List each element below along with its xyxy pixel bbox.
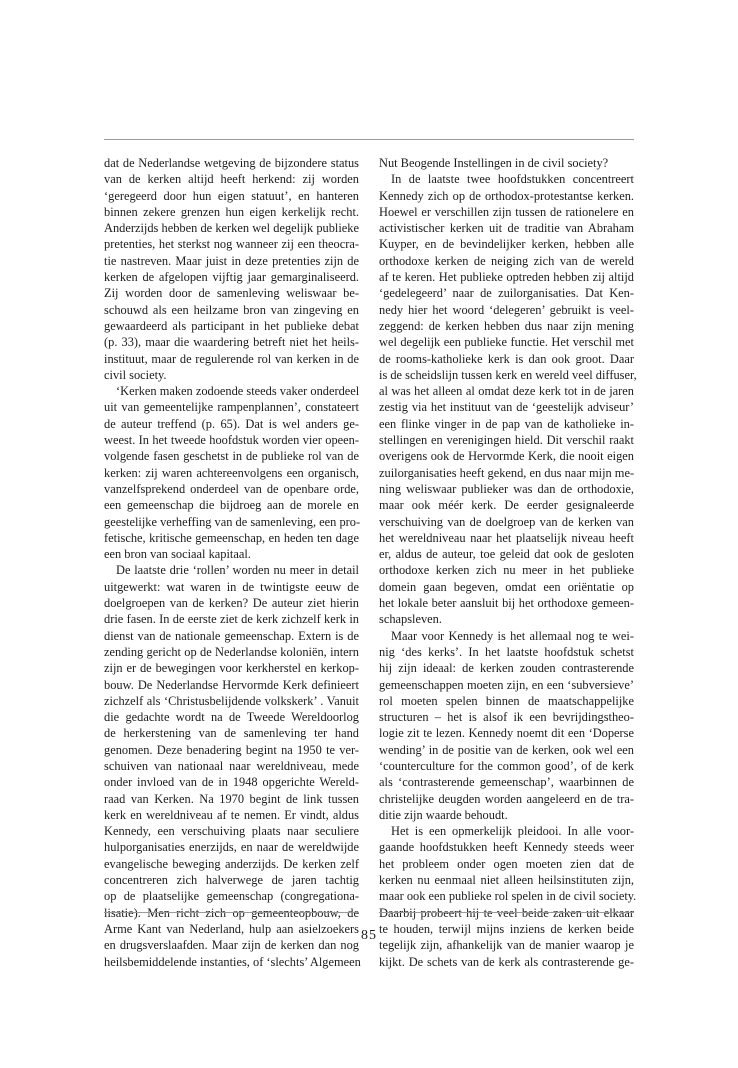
text-line: lisatie). Men richt zich op gemeenteopbouw, de	[104, 905, 359, 920]
text-line: instituut, maar de regulerende rol van kerken in de	[104, 351, 359, 366]
left-column	[104, 155, 359, 970]
text-line: domein gaan begeven, omdat een oriëntatie op	[379, 579, 634, 594]
text-line: (p. 33), maar die waardering betreft niet het heils-	[104, 335, 359, 350]
text-line: civil society.	[104, 367, 167, 382]
text-line: zending gericht op de Nederlandse koloniën, intern	[104, 644, 359, 659]
text-line: het lokale beter aansluit bij het orthodoxe gemeen-	[379, 596, 634, 611]
text-line: gaande hoofdstukken heeft Kennedy steeds weer	[379, 840, 634, 855]
text-line: Daarbij probeert hij te veel beide zaken uit elkaar	[379, 905, 634, 920]
text-line: zijn er de bewegingen voor kerkherstel en kerkop-	[104, 661, 359, 676]
text-line: logie zit te lezen. Kennedy noemt dit een ‘Doperse	[379, 726, 634, 741]
text-line: verschuiving van de doelgroep van de kerken van	[379, 514, 634, 529]
text-line: een bron van sociaal kapitaal.	[104, 547, 251, 562]
text-line: te houden, terwijl mijns inziens de kerken beide	[379, 921, 634, 936]
text-line: zeggend: de kerken hebben dus naar zijn mening	[379, 318, 634, 333]
text-line: orthodoxe kerken de neiging zich van de wereld	[379, 253, 634, 268]
text-line: de rooms-katholieke kerk is dan ook groot. Daar	[379, 351, 634, 366]
text-line: heilsbemiddelende instanties, of ‘slechts’ Algemeen	[104, 954, 361, 969]
text-line: drie fasen. In de eerste ziet de kerk zichzelf kerk in	[104, 612, 359, 627]
text-line: kerken: zij waren achtereenvolgens een organisch,	[104, 465, 359, 480]
text-line: geestelijke verheffing van de samenleving, een pro-	[104, 514, 361, 529]
text-line: maar ook méér kerk. De eerder gesignaleerde	[379, 498, 634, 513]
text-line: overigens ook de Hervormde Kerk, die nooit eigen	[379, 449, 634, 464]
text-line: zestig via het instituut van de ‘geestelijk adviseur’	[379, 400, 634, 415]
text-line: nedy hier het woord ‘delegeren’ gebruikt is veel-	[379, 302, 634, 317]
text-line: evangelische beweging anderzijds. De kerken zelf	[104, 856, 359, 871]
text-line: op de plaatselijke gemeenschap (congregationa-	[104, 889, 359, 904]
text-line: en drugsverslaafden. Maar zijn de kerken dan nog	[104, 938, 359, 953]
text-line: ‘counterculture for the common good’, of de kerk	[379, 758, 634, 773]
text-line: Anderzijds hebben de kerken wel degelijk publieke	[104, 221, 359, 236]
text-line: dat de Nederlandse wetgeving de bijzondere status	[104, 156, 359, 170]
text-line: het wereldniveau naar het plaatselijk niveau heeft	[379, 530, 634, 545]
text-line: Kennedy, een verschuiving plaats naar seculiere	[104, 824, 359, 839]
text-line: er, aldus de auteur, toe geleid dat ook de gesloten	[379, 547, 634, 562]
text-line: Zij worden door de samenleving weliswaar be-	[104, 286, 359, 301]
text-line: een gemeenschap die bijdroeg aan de morele en	[104, 498, 359, 513]
text-line: zuilorganisaties heeft gekend, en dus naar mijn me-	[379, 465, 635, 480]
text-line: In de laatste twee hoofdstukken concentreert	[391, 172, 634, 187]
text-line: dienst van de nationale gemeenschap. Extern is de	[104, 628, 359, 643]
right-column	[379, 155, 637, 970]
text-line: wel degelijk een publieke functie. Het verschil met	[379, 335, 634, 350]
text-line: Kennedy zich op de orthodox-protestantse kerken.	[379, 188, 634, 203]
text-line: uit van gemeentelijke rampenplannen’, constateert	[104, 400, 359, 415]
text-line: rol moeten spelen binnen de maatschappelijke	[379, 693, 634, 708]
footer-rule-right	[379, 912, 634, 913]
page-number: 85	[361, 928, 377, 943]
text-line: onder invloed van de in 1948 opgerichte Wereld-	[104, 775, 359, 790]
text-line: De laatste drie ‘rollen’ worden nu meer in detail	[116, 563, 359, 578]
text-line: ning weliswaar publieker was dan de orthodoxie,	[379, 481, 634, 496]
text-line: tie nastreven. Maar juist in deze pretenties zijn de	[104, 253, 359, 268]
text-line: ‘geregeerd door hun eigen statuut’, en hanteren	[104, 188, 359, 203]
text-line: het probleem onder ogen moeten zien dat de	[379, 856, 634, 871]
text-line: ‘gedelegeerd’ naar de zuilorganisaties. Dat Ken-	[379, 286, 634, 301]
text-line: is de scheidslijn tussen kerk en wereld veel diffuser,	[379, 367, 637, 382]
text-line: Het is een opmerkelijk pleidooi. In alle voor-	[391, 824, 634, 839]
text-line: schapsleven.	[379, 612, 442, 627]
text-line: doelgroepen van de kerken? De auteur ziet hierin	[104, 596, 359, 611]
text-line: Nut Beogende Instellingen in de civil society?	[379, 156, 609, 170]
text-line: genomen. Deze benadering begint na 1950 te ver-	[104, 742, 359, 757]
text-line: kerken de afgelopen vijftig jaar gemarginaliseerd.	[104, 270, 359, 285]
text-line: uitgewerkt: wat waren in de twintigste eeuw de	[104, 579, 359, 594]
header-rule	[104, 139, 634, 140]
text-line: kerk en wereldniveau af te nemen. Er vindt, aldus	[104, 807, 359, 822]
text-line: hij zijn ideaal: de kerken zouden contrasterende	[379, 661, 634, 676]
text-line: gemeenschappen moeten zijn, en een ‘subversieve’	[379, 677, 634, 692]
text-line: pretenties, het sterkst nog wanneer zij een theocra-	[104, 237, 359, 252]
text-line: de auteur treffend (p. 65). Dat is wel anders ge-	[104, 416, 359, 431]
text-line: christelijke deugden worden aangeleerd en de tra-	[379, 791, 634, 806]
text-line: Arme Kant van Nederland, hulp aan asielzoekers	[104, 921, 359, 936]
text-line: Hoewel er verschillen zijn tussen de rationelere en	[379, 204, 634, 219]
text-line: ditie zijn waarde behoudt.	[379, 807, 508, 822]
text-line: vanzelfsprekend onderdeel van de openbare orde,	[104, 481, 359, 496]
text-line: af te keren. Het publieke optreden hebben zij altijd	[379, 270, 634, 285]
text-line: zichzelf als ‘Christusbelijdende volkskerk’ . Vanuit	[104, 693, 359, 708]
text-line: ‘Kerken maken zodoende steeds vaker onderdeel	[116, 384, 360, 399]
text-line: raad van Kerken. Na 1970 begint de link tussen	[104, 791, 359, 806]
text-line: activistischer kerken uit de traditie van Abraham	[379, 221, 634, 236]
text-line: de herkerstening van de samenleving ter hand	[104, 726, 359, 741]
text-line: die gedachte wordt na de Tweede Wereldoorlog	[104, 710, 359, 725]
text-line: volgende fasen geschetst in de publieke rol van de	[104, 449, 359, 464]
text-line: een flinke vinger in de pap van de katholieke in-	[379, 416, 634, 431]
text-line: kerken nu eenmaal niet alleen heilsinstituten zijn,	[379, 873, 634, 888]
text-line: Kuyper, en de bevindelijker kerken, hebben alle	[379, 237, 634, 252]
text-line: wending’ in de positie van de kerken, ook wel een	[379, 742, 634, 757]
text-line: Maar voor Kennedy is het allemaal nog te wei-	[391, 628, 634, 643]
text-line: al was het alleen al omdat deze kerk tot in de jaren	[379, 384, 634, 399]
text-line: maar ook een publieke rol spelen in de civil society.	[379, 889, 637, 904]
text-line: orthodoxe kerken zich nu meer in het publieke	[379, 563, 634, 578]
text-line: concentreren zich halverwege de jaren tachtig	[104, 873, 359, 888]
text-line: gewaardeerd als participant in het publieke debat	[104, 318, 359, 333]
text-line: fetische, kritische gemeenschap, en heden ten dage	[104, 530, 359, 545]
text-line: binnen zekere grenzen hun eigen kerkelijk recht.	[104, 204, 359, 219]
text-line: bouw. De Nederlandse Hervormde Kerk definieert	[104, 677, 359, 692]
text-line: kijkt. De schets van de kerk als contrasterende ge-	[379, 954, 634, 969]
text-line: hulporganisaties enerzijds, en naar de wereldwijde	[104, 840, 359, 855]
text-line: schuiven van nationaal naar wereldniveau, mede	[104, 758, 359, 773]
text-line: schouwd als een heilzame bron van zingeving en	[104, 302, 359, 317]
text-line: als ‘contrasterende gemeenschap’, waarbinnen de	[379, 775, 634, 790]
text-line: nig ‘des kerks’. In het laatste hoofdstuk schetst	[379, 644, 634, 659]
text-line: van de kerken altijd heeft herkend: zij worden	[104, 172, 359, 187]
text-line: tegelijk zijn, afhankelijk van de manier waarop je	[379, 938, 634, 953]
text-line: structuren – het is alsof ik een bevrijdingstheo-	[379, 710, 634, 725]
text-line: stellingen en verenigingen hield. Dit verschil raakt	[379, 433, 634, 448]
footer-rule-left	[104, 912, 359, 913]
text-line: weest. In het tweede hoofdstuk worden vier opeen-	[104, 433, 359, 448]
